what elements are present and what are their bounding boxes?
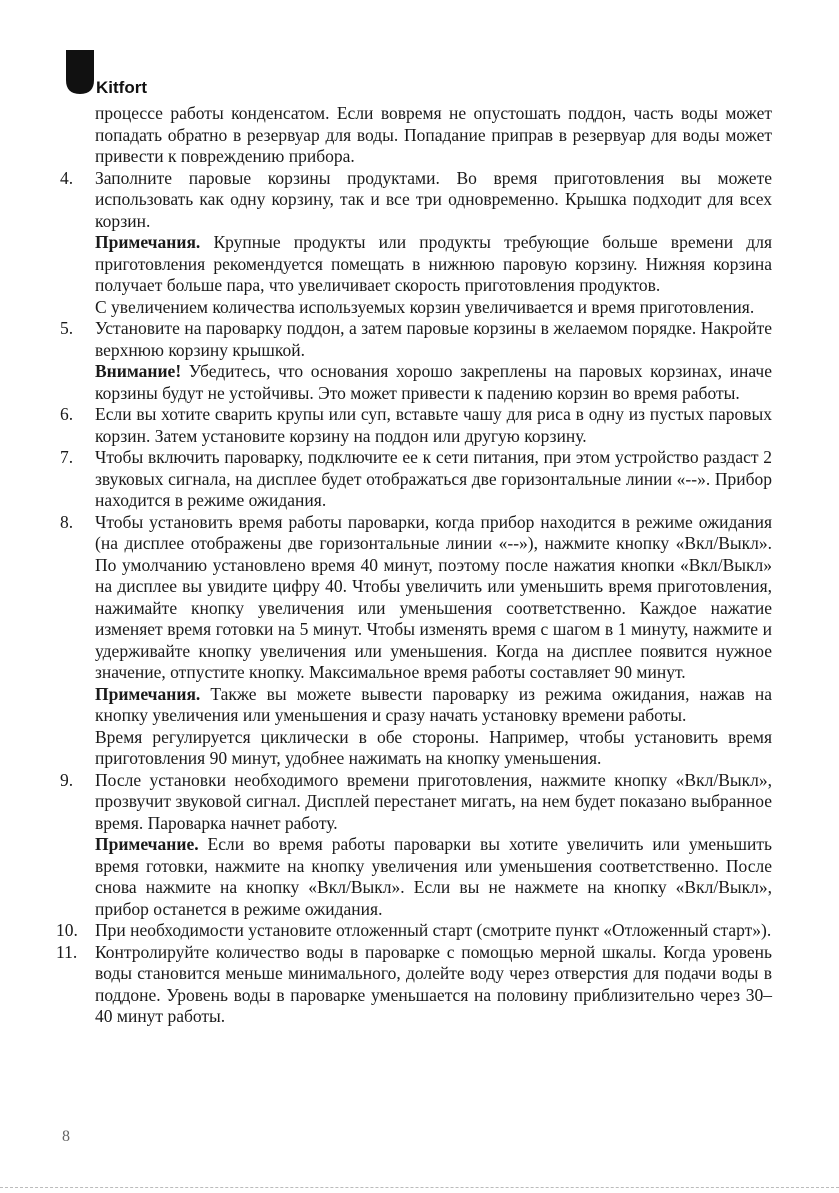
intro-paragraph: процессе работы конденсатом. Если вовремя не опустошать поддон, часть воды может попадать обратно в резервуар для воды. Попадание приправ в резервуар для воды может привести к повреждению прибора. (95, 103, 772, 166)
step-text: Контролируйте количество воды в пароварке с помощью мерной шкалы. Когда уровень воды становится меньше минимального, долейте воду через отверстия для подачи воды в поддоне. Уровень воды в пароварке уменьшается на половину приблизительно через 30–40 минут работы. (95, 941, 772, 1026)
step-text: Заполните паровые корзины продуктами. Во время приготовления вы можете использовать как одну корзину, так и все три одновременно. Крышка подходит для всех корзин. (95, 167, 772, 231)
step-number: 8. (60, 511, 74, 532)
step-number: 10. (56, 920, 78, 940)
step-text: Установите на пароварку поддон, а затем паровые корзины в желаемом порядке. Накройте верхнюю корзину крышкой. (95, 318, 772, 360)
page-bottom-divider (0, 1187, 839, 1188)
step-note (95, 232, 772, 297)
step-number: 7. (60, 447, 74, 467)
step-text: После установки необходимого времени приготовления, нажмите кнопку «Вкл/Выкл», прозвучит звуковой сигнал. Дисплей перестанет мигать, на нем будет показано выбранное время. Пароварка начнет работу. (95, 769, 772, 833)
step-number: 6. (60, 404, 74, 424)
step-number: 11. (56, 941, 78, 962)
step-text: Если вы хотите сварить крупы или суп, вставьте чашу для риса в одну из пустых паровых корзин. Затем установите корзину на поддон или другую корзину. (95, 404, 772, 446)
step-text: При необходимости установите отложенный старт (смотрите пункт «Отложенный старт»). (95, 920, 772, 940)
step-number: 4. (60, 167, 74, 188)
instructions-text (56, 103, 772, 1028)
step-number: 9. (60, 769, 74, 790)
step-item (56, 920, 772, 942)
step-extra-text: Время регулируется циклически в обе стороны. Например, чтобы установить время приготовления 90 минут, удобнее нажимать на кнопку уменьшения. (95, 726, 772, 768)
brand-name: Kitfort (96, 78, 147, 97)
kitfort-logo-mark-icon (66, 50, 94, 94)
steps-list (56, 167, 772, 1028)
step-note-label: Внимание! (95, 361, 182, 381)
step-note (95, 684, 772, 727)
step-note-label: Примечание. (95, 834, 199, 854)
step-text: Чтобы установить время работы пароварки, когда прибор находится в режиме ожидания (на дисплее отображены две горизонтальные линии «--»), нажмите кнопку «Вкл/Выкл». По умолчанию установлено время 40 минут, поэтому после нажатия кнопки «Вкл/Выкл» на дисплее вы увидите цифру 40. Чтобы увеличить или уменьшить время приготовления, нажимайте кнопку увеличения или уменьшения соответственно. Каждое нажатие изменяет время готовки на 5 минут. Чтобы изменять время с шагом в 1 минуту, нажмите и удерживайте кнопку увеличения или уменьшения. Когда на дисплее появится нужное значение, отпустите кнопку. Максимальное время работы составляет 90 минут. (95, 511, 772, 682)
brand-logo (66, 50, 206, 96)
step-item (56, 941, 772, 1028)
step-item (60, 512, 772, 770)
step-note-text: Убедитесь, что основания хорошо закреплены на паровых корзинах, иначе корзины будут не устойчивы. Это может привести к падению корзин во время работы. (95, 361, 772, 403)
step-note (95, 361, 772, 404)
step-extra-text: С увеличением количества используемых корзин увеличивается и время приготовления. (95, 296, 755, 317)
step-number: 5. (60, 318, 74, 338)
step-note-text: Также вы можете вывести пароварку из режима ожидания, нажав на кнопку увеличения или уменьшения и сразу начать установку времени работы. (95, 683, 772, 725)
page-number: 8 (62, 1128, 70, 1145)
step-item (60, 168, 772, 319)
step-item (60, 770, 772, 921)
step-item (60, 404, 772, 447)
step-item (60, 447, 772, 512)
step-note-text: Крупные продукты или продукты требующие больше времени для приготовления рекомендуется помещать в нижнюю паровую корзину. Нижняя корзина получает больше пара, что увеличивает скорость приготовления продуктов. (95, 232, 772, 295)
step-note-label: Примечания. (95, 683, 201, 704)
step-item (60, 318, 772, 404)
step-text: Чтобы включить пароварку, подключите ее к сети питания, при этом устройство раздаст 2 звуковых сигнала, на дисплее будет отображаться две горизонтальные линии «--». Прибор находится в режиме ожидания. (95, 447, 772, 510)
step-note-label: Примечания. (95, 232, 201, 252)
step-note (95, 834, 772, 920)
step-note-text: Если во время работы пароварки вы хотите увеличить или уменьшить время готовки, нажмите на кнопку увеличения или уменьшения соответственно. После снова нажмите на кнопку «Вкл/Выкл». Если вы не нажмете на кнопку «Вкл/Выкл», прибор останется в режиме ожидания. (95, 834, 772, 919)
